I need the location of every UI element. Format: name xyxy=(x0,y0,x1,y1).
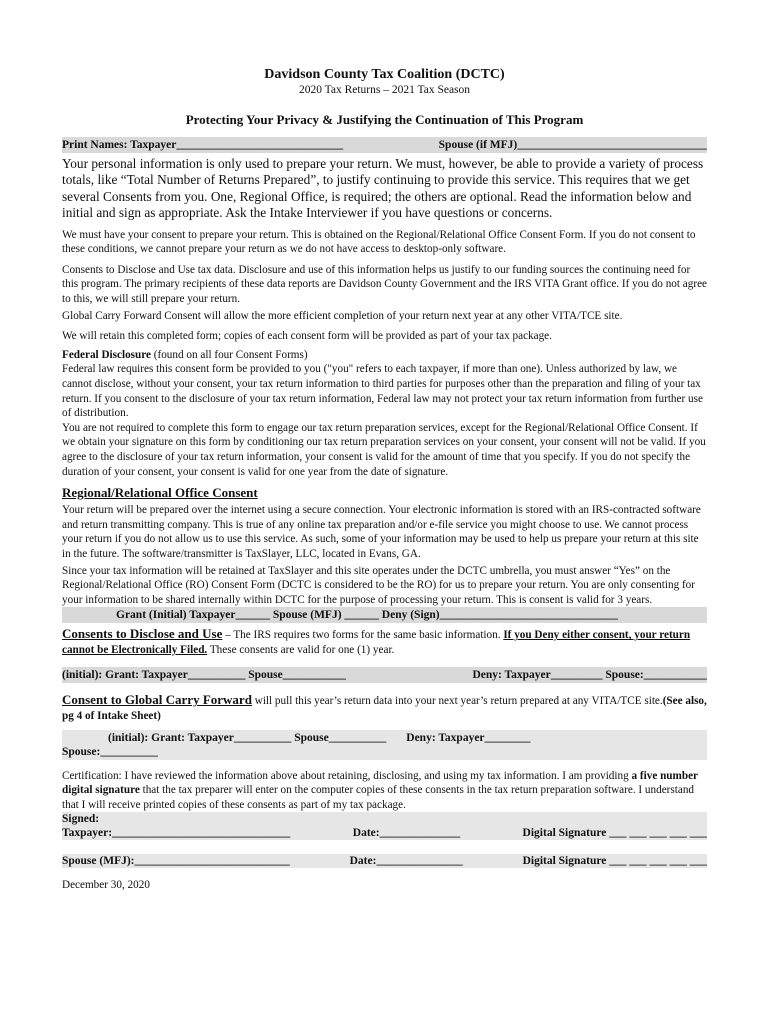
taxpayer-digital-signature-field[interactable]: Digital Signature ___ ___ ___ ___ ___ xyxy=(522,827,707,840)
carry-forward-spouse-field[interactable]: Spouse:__________ xyxy=(62,745,158,758)
disclose-warning: If you Deny either consent, your return cannot be Electronically Filed. xyxy=(62,629,691,656)
carry-forward-note: (See also, pg 4 of Intake Sheet) xyxy=(62,695,707,723)
carry-forward-line-1 xyxy=(62,731,707,745)
form-title: Davidson County Tax Coalition (DCTC) xyxy=(264,67,505,82)
spouse-signature-field[interactable]: Spouse (MFJ):___________________________ xyxy=(62,855,290,868)
print-names-taxpayer-field[interactable]: Print Names: Taxpayer_____________________________ xyxy=(62,139,344,151)
carry-forward-grant-field[interactable]: (initial): Grant: Taxpayer__________ Spouse__________ xyxy=(108,731,387,744)
federal-disclosure-title: Federal Disclosure xyxy=(62,348,151,361)
paragraph-disclose-use: Consents to Disclose and Use tax data. Disclosure and use of this information helps us justify to our funding sources the continuing need for this program. The primary recipients of these data reports are Davidson County Government and the IRS VITA Grant office. If you do not agree to this, we will still prepare your return. xyxy=(62,263,708,305)
regional-consent-title: Regional/Relational Office Consent xyxy=(62,485,258,501)
taxpayer-signature-field[interactable]: Taxpayer:_______________________________ xyxy=(62,827,291,840)
carry-forward-paragraph xyxy=(62,693,707,723)
carry-forward-text: will pull this year’s return data into your next year’s return prepared at any VITA/TCE site. xyxy=(251,695,663,708)
regional-consent-text-2: Since your tax information will be retained at TaxSlayer and this site operates under the DCTC umbrella, you must answer “Yes” on the Regional/Relational Office (RO) Consent Form (DCTC is considered to be the RO) for us to prepare your return. You are only consenting for your information to be shared internally within DCTC for the purpose of processing your return. This is consent is valid for 3 years. xyxy=(62,564,695,606)
federal-disclosure-text-2: You are not required to complete this form to engage our tax return preparation services, except for the Regional/Relational Office Consent. If we obtain your signature on this form by conditioning our tax return preparation services on your consent, your consent will not be valid. If you agree to the disclosure of your tax return information, your consent is valid for the amount of time that you specify. If you do not specify the duration of your consent, your consent is valid for one year from the date of signature. xyxy=(62,421,706,478)
disclose-grant-field[interactable]: (initial): Grant: Taxpayer__________ Spouse___________ xyxy=(62,669,347,682)
paragraph-consent-required: We must have your consent to prepare your return. This is obtained on the Regional/Relational Office Consent Form. If you do not consent to these conditions, we cannot prepare your return as we do not have access to desktop-only software. xyxy=(62,228,696,256)
certification-paragraph xyxy=(62,769,707,813)
federal-disclosure-heading xyxy=(62,348,707,363)
paragraph-retain: We will retain this completed form; copies of each consent form will be provided as part of your tax package. xyxy=(62,330,552,343)
regional-grant-line[interactable]: Grant (Initial) Taxpayer______ Spouse (MFJ) ______ Deny (Sign)_______________________________ xyxy=(62,607,707,623)
print-names-spouse-field[interactable]: Spouse (if MFJ)_________________________________ xyxy=(438,139,707,151)
federal-disclosure-text-1: Federal law requires this consent form be provided to you ("you" refers to each taxpayer, if more than one). Unless authorized by law, we cannot disclose, without your consent, your tax return information to third parties for purposes other than the preparation and filing of your tax return. If you consent to the disclosure of your tax return information, Federal law may not protect your tax return information from further use of distribution. xyxy=(62,363,703,420)
signature-block xyxy=(62,812,707,840)
certification-text-c: that the tax preparer will enter on the computer copies of these consents in the tax return preparation software. I understand that I will receive printed copies of these consents as part of my tax package. xyxy=(62,784,695,811)
print-names-row xyxy=(62,137,707,153)
form-heading: Protecting Your Privacy & Justifying the Continuation of This Program xyxy=(185,112,584,127)
spouse-signature-row xyxy=(62,854,707,868)
taxpayer-date-field[interactable]: Date:______________ xyxy=(352,827,461,840)
disclose-initial-line xyxy=(62,667,707,683)
intro-paragraph: Your personal information is only used to prepare your return. We must, however, be able to provide a variety of process totals, like “Total Number of Returns Prepared”, to justify continuing to provide this service. This requires that we get several Consents from you. One, Regional Office, is required; the others are optional. Read the information below and initial and sign as appropriate. Ask the Intake Interviewer if you have questions or concerns. xyxy=(62,156,704,221)
carry-forward-title: Consent to Global Carry Forward xyxy=(62,692,252,708)
signed-label: Signed: xyxy=(62,813,100,826)
regional-consent-text-1: Your return will be prepared over the internet using a secure connection. Your electronic information is stored with an IRS-contracted software and return transmitting company. This is true of any online tax preparation and/or e-file service you might choose to use. We cannot process your return if you do not allow us to use this service. As such, some of your information may be used to help us prepare your return at this site in the future. The software/transmitter is TaxSlayer, LLC, located in Evans, GA. xyxy=(62,504,701,560)
form-subtitle: 2020 Tax Returns – 2021 Tax Season xyxy=(298,84,471,96)
disclose-deny-field[interactable]: Deny: Taxpayer_________ Spouse:___________ xyxy=(472,669,707,682)
federal-disclosure-suffix: (found on all four Consent Forms) xyxy=(150,348,308,361)
certification-emphasis: a five number digital signature xyxy=(62,769,698,797)
spouse-digital-signature-field[interactable]: Digital Signature ___ ___ ___ ___ ___ xyxy=(522,855,707,868)
footer-date: December 30, 2020 xyxy=(62,879,150,892)
disclose-consent-paragraph xyxy=(62,627,707,657)
disclose-text-a: – The IRS requires two forms for the same basic information. xyxy=(222,629,504,642)
disclose-consent-title: Consents to Disclose and Use xyxy=(62,626,223,642)
paragraph-carry-forward: Global Carry Forward Consent will allow the more efficient completion of your return next year at any other VITA/TCE site. xyxy=(62,309,623,322)
carry-forward-initial-block xyxy=(62,730,707,760)
consent-form-page xyxy=(62,0,707,892)
carry-forward-deny-field[interactable]: Deny: Taxpayer________ xyxy=(406,731,531,744)
certification-text-a: Certification: I have reviewed the information above about retaining, disclosing, and using my tax information. I am providing xyxy=(62,769,632,782)
taxpayer-signature-row xyxy=(62,826,707,840)
disclose-text-c: These consents are valid for one (1) year. xyxy=(207,643,395,656)
spouse-date-field[interactable]: Date:_______________ xyxy=(349,855,463,868)
